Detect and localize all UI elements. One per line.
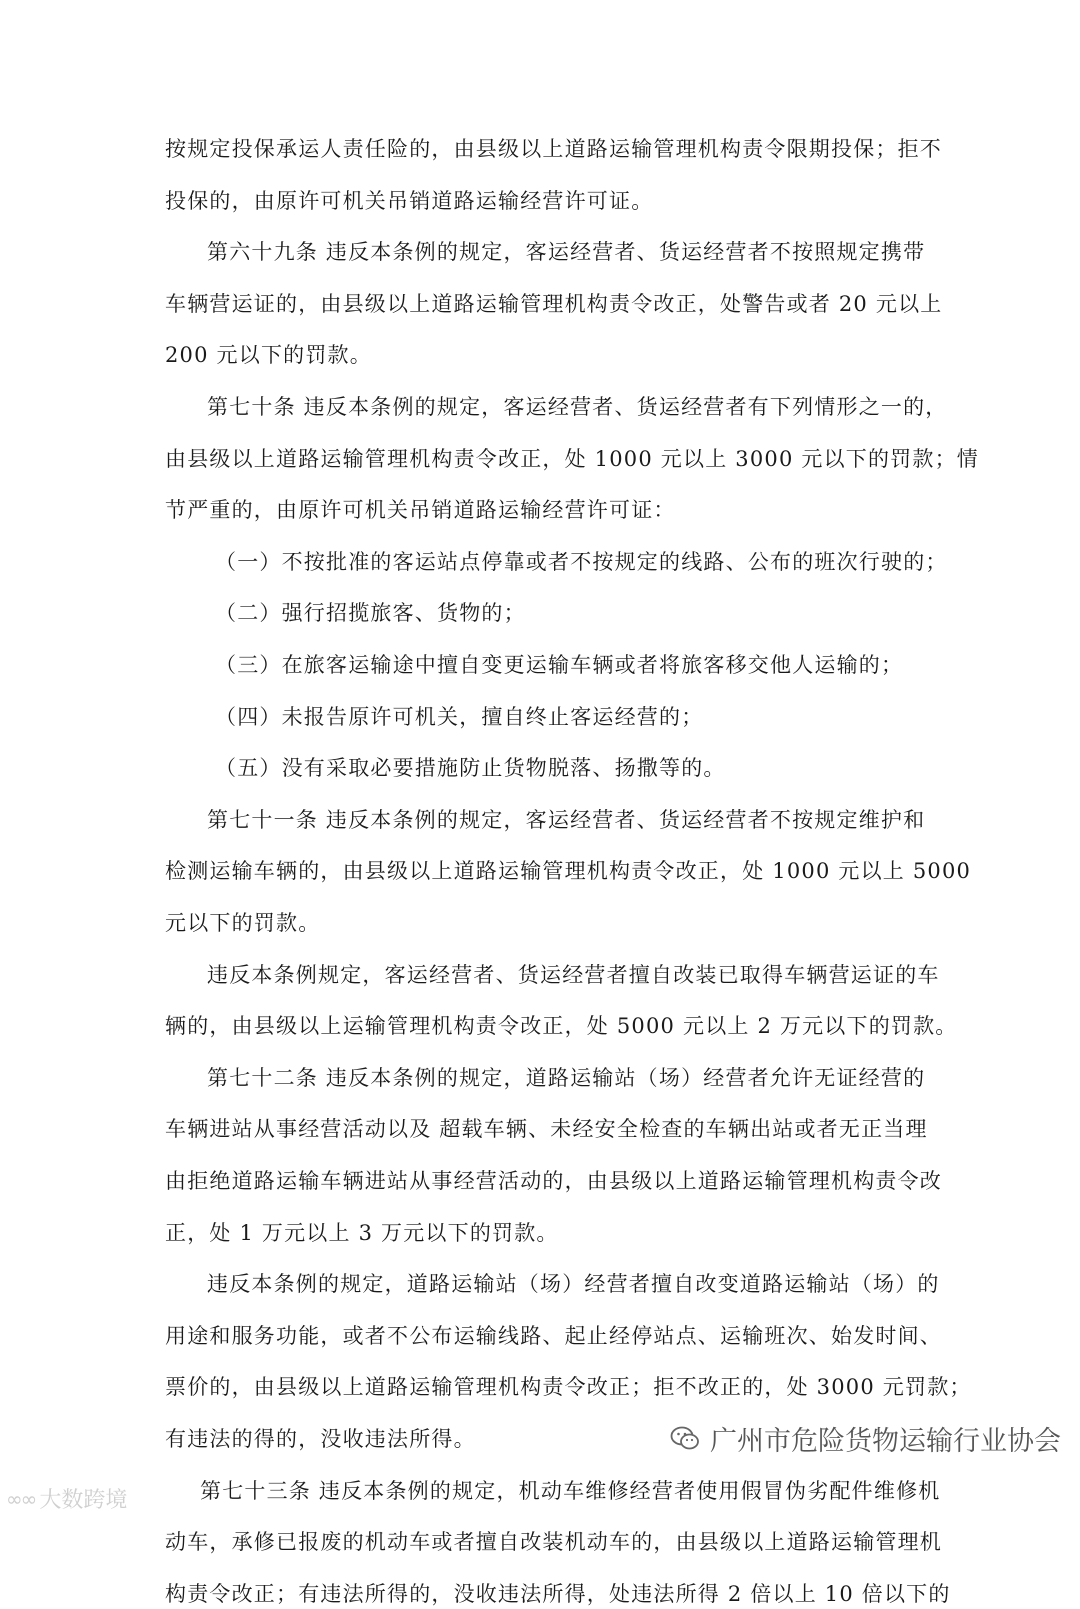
- wechat-account-watermark: [670, 1419, 1061, 1458]
- text-line: （五）没有采取必要措施防止货物脱落、扬撒等的。: [215, 756, 726, 780]
- text-line: （一）不按批准的客运站点停靠或者不按规定的线路、公布的班次行驶的；: [215, 550, 948, 574]
- text-line: 第七十三条 违反本条例的规定，机动车维修经营者使用假冒伪劣配件维修机: [200, 1479, 941, 1503]
- text-line: 检测运输车辆的，由县级以上道路运输管理机构责令改正，处 1000 元以上 5000: [165, 859, 972, 883]
- text-line: 第七十一条 违反本条例的规定，客运经营者、货运经营者不按规定维护和: [207, 808, 926, 832]
- text-line: 构责令改正；有违法所得的，没收违法所得，处违法所得 2 倍以上 10 倍以下的: [165, 1582, 951, 1606]
- infinity-logo-icon: ∞∞: [6, 1486, 36, 1511]
- text-line: （四）未报告原许可机关，擅自终止客运经营的；: [215, 705, 704, 729]
- text-line: 由县级以上道路运输管理机构责令改正，处 1000 元以上 3000 元以下的罚款；情: [165, 447, 979, 471]
- text-line: 车辆进站从事经营活动以及 超载车辆、未经安全检查的车辆出站或者无正当理: [165, 1117, 928, 1141]
- text-line: 正，处 1 万元以上 3 万元以下的罚款。: [165, 1221, 559, 1245]
- text-line: （二）强行招揽旅客、货物的；: [215, 601, 526, 625]
- text-line: 第六十九条 违反本条例的规定，客运经营者、货运经营者不按照规定携带: [207, 240, 926, 264]
- text-line: 有违法的得的，没收违法所得。: [165, 1427, 476, 1451]
- text-line: 车辆营运证的，由县级以上道路运输管理机构责令改正，处警告或者 20 元以上: [165, 292, 943, 316]
- wechat-account-name: 广州市危险货物运输行业协会: [710, 1426, 1061, 1457]
- site-watermark-text: 大数跨境: [39, 1488, 128, 1513]
- text-line: 违反本条例规定，客运经营者、货运经营者擅自改装已取得车辆营运证的车: [207, 963, 940, 987]
- text-line: 按规定投保承运人责任险的，由县级以上道路运输管理机构责令限期投保；拒不: [165, 137, 942, 161]
- text-line: （三）在旅客运输途中擅自变更运输车辆或者将旅客移交他人运输的；: [215, 653, 904, 677]
- text-line: 由拒绝道路运输车辆进站从事经营活动的，由县级以上道路运输管理机构责令改: [165, 1169, 942, 1193]
- wechat-icon: [670, 1426, 700, 1452]
- text-line: 违反本条例的规定，道路运输站（场）经营者擅自改变道路运输站（场）的: [207, 1272, 940, 1296]
- text-line: 用途和服务功能，或者不公布运输线路、起止经停站点、运输班次、始发时间、: [165, 1324, 942, 1348]
- text-line: 动车，承修已报废的机动车或者擅自改装机动车的，由县级以上道路运输管理机: [165, 1530, 942, 1554]
- text-line: 200 元以下的罚款。: [165, 343, 372, 367]
- text-line: 第七十二条 违反本条例的规定，道路运输站（场）经营者允许无证经营的: [207, 1066, 926, 1090]
- text-line: 元以下的罚款。: [165, 911, 321, 935]
- text-line: 辆的，由县级以上运输管理机构责令改正，处 5000 元以上 2 万元以下的罚款。: [165, 1014, 958, 1038]
- text-line: 第七十条 违反本条例的规定，客运经营者、货运经营者有下列情形之一的，: [207, 395, 948, 419]
- text-line: 节严重的，由原许可机关吊销道路运输经营许可证：: [165, 498, 676, 522]
- text-line: 票价的，由县级以上道路运输管理机构责令改正；拒不改正的，处 3000 元罚款；: [165, 1375, 972, 1399]
- site-watermark: [6, 1483, 127, 1514]
- text-line: 投保的，由原许可机关吊销道路运输经营许可证。: [165, 189, 654, 213]
